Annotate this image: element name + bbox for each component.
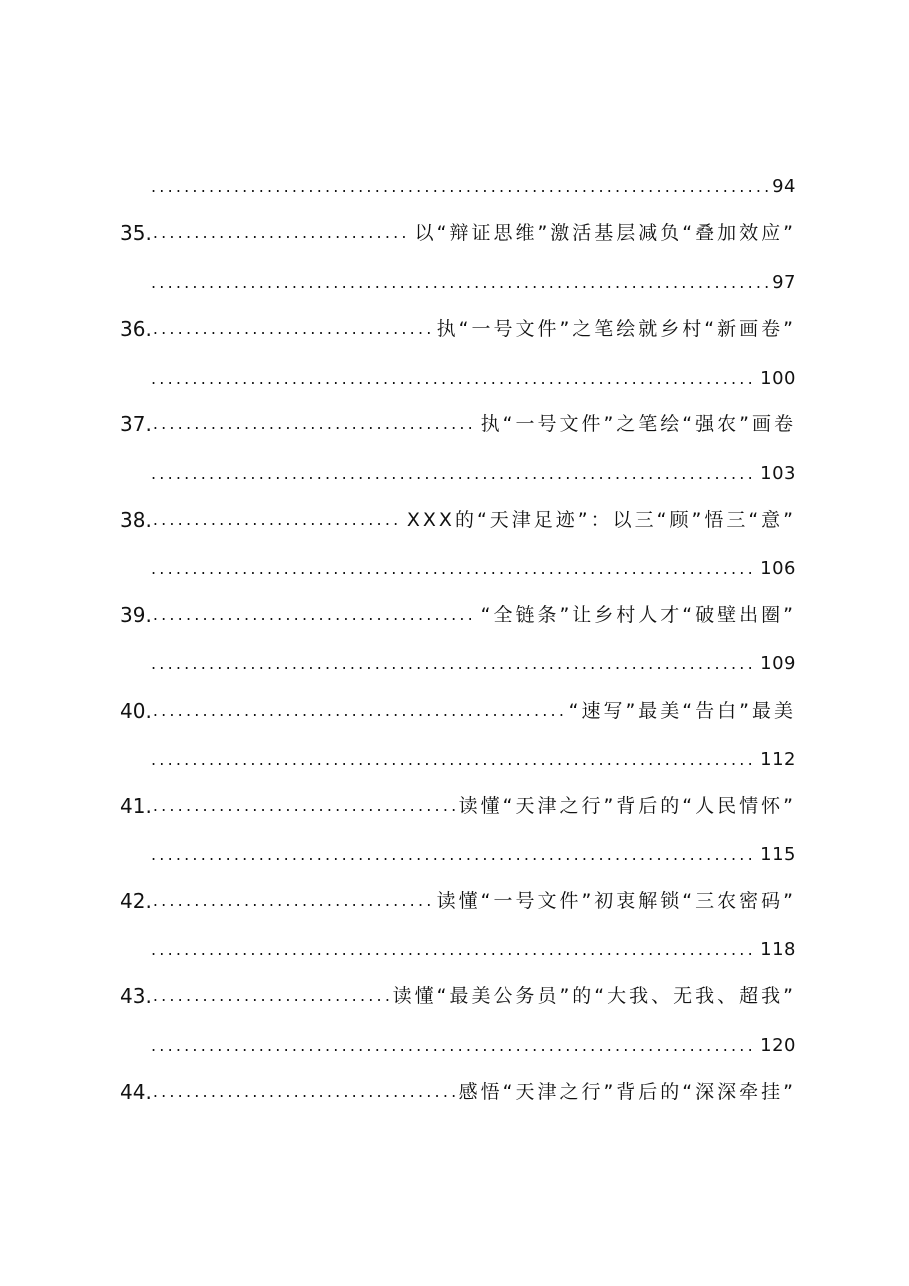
toc-entry-title: 以“辩证思维”激活基层减负“叠加效应” — [414, 222, 796, 244]
dot-leader — [153, 318, 433, 340]
toc-page-number: 106 — [760, 558, 796, 579]
toc-page-number: 109 — [760, 653, 796, 674]
toc-page-number: 112 — [760, 749, 796, 770]
toc-entry-number: 38. — [120, 508, 152, 532]
toc-entry — [120, 692, 796, 722]
toc-continuation-line — [150, 931, 796, 961]
dot-leader — [151, 749, 756, 771]
toc-entry — [120, 882, 796, 912]
toc-continuation-line — [150, 550, 796, 580]
dot-leader — [153, 890, 433, 912]
toc-entry — [120, 214, 796, 244]
toc-page-number: 115 — [760, 844, 796, 865]
toc-page-number: 94 — [772, 176, 796, 197]
toc-page-number: 120 — [760, 1035, 796, 1056]
dot-leader — [153, 700, 565, 722]
dot-leader — [151, 653, 756, 675]
toc-entry — [120, 787, 796, 817]
dot-leader — [153, 795, 455, 817]
toc-entry-title: 读懂“最美公务员”的“大我、无我、超我” — [392, 985, 796, 1007]
dot-leader — [151, 939, 756, 961]
toc-page-number: 118 — [760, 939, 796, 960]
toc-entry — [120, 501, 796, 531]
dot-leader — [151, 1035, 756, 1057]
toc-entry-number: 39. — [120, 603, 152, 627]
toc-continuation-line — [150, 264, 796, 294]
dot-leader — [151, 558, 756, 580]
toc-entry-number: 35. — [120, 221, 152, 245]
toc-entry-number: 44. — [120, 1080, 152, 1104]
toc-page-number: 97 — [772, 272, 796, 293]
toc-entry — [120, 310, 796, 340]
toc-page-number: 103 — [760, 463, 796, 484]
toc-continuation-line — [150, 645, 796, 675]
dot-leader — [153, 1081, 455, 1103]
toc-entry-title: XXX的“天津足迹”：以三“顾”悟三“意” — [406, 509, 796, 531]
toc-continuation-line — [150, 741, 796, 771]
toc-continuation-line — [150, 360, 796, 390]
toc-entry-number: 40. — [120, 699, 152, 723]
toc-page-number: 100 — [760, 368, 796, 389]
dot-leader — [153, 222, 411, 244]
toc-entry-number: 37. — [120, 412, 152, 436]
toc-continuation-line — [150, 836, 796, 866]
dot-leader — [153, 509, 403, 531]
dot-leader — [151, 844, 756, 866]
dot-leader — [153, 413, 477, 435]
toc-entry-title: “速写”最美“告白”最美 — [568, 700, 796, 722]
toc-continuation-line — [150, 455, 796, 485]
toc-entry — [120, 405, 796, 435]
toc-entry-title: “全链条”让乡村人才“破壁出圈” — [480, 604, 796, 626]
toc-entry — [120, 1073, 796, 1103]
dot-leader — [153, 604, 477, 626]
toc-entry-title: 感悟“天津之行”背后的“深深牵挂” — [458, 1081, 796, 1103]
toc-entry-number: 43. — [120, 984, 152, 1008]
dot-leader — [151, 368, 756, 390]
toc-entry-title: 执“一号文件”之笔绘“强农”画卷 — [480, 413, 796, 435]
toc-continuation-line — [150, 1027, 796, 1057]
dot-leader — [151, 272, 768, 294]
toc-entry — [120, 977, 796, 1007]
toc-entry-number: 42. — [120, 889, 152, 913]
toc-entry-title: 读懂“一号文件”初衷解锁“三农密码” — [436, 890, 796, 912]
dot-leader — [153, 985, 389, 1007]
toc-entry — [120, 596, 796, 626]
toc-entry-title: 读懂“天津之行”背后的“人民情怀” — [458, 795, 796, 817]
toc-entry-number: 36. — [120, 317, 152, 341]
dot-leader — [151, 176, 768, 198]
toc-continuation-line — [150, 168, 796, 198]
toc-entry-number: 41. — [120, 794, 152, 818]
toc-entry-title: 执“一号文件”之笔绘就乡村“新画卷” — [436, 318, 796, 340]
dot-leader — [151, 463, 756, 485]
